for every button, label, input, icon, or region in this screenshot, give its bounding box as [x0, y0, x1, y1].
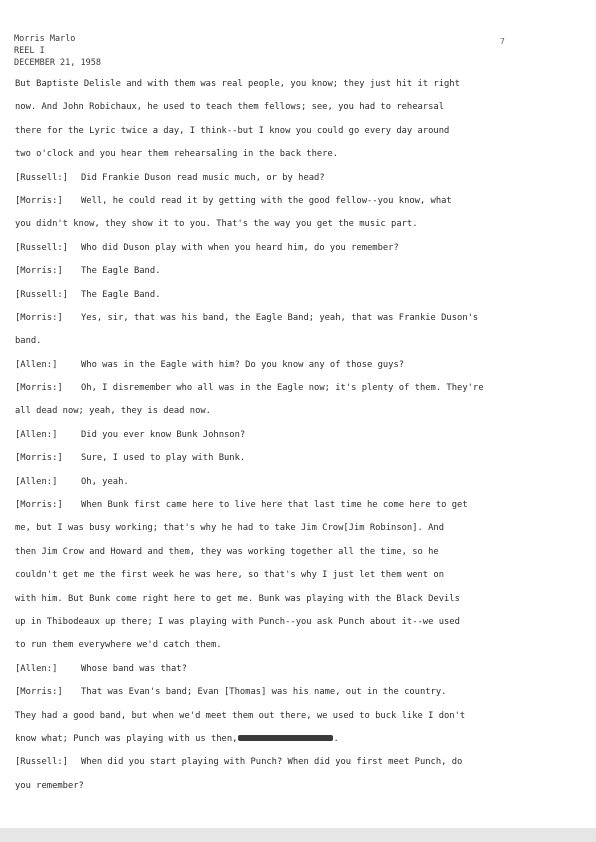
transcript-line [15, 406, 587, 429]
speaker-label: [Russell:] [15, 242, 68, 253]
line-text: know what; Punch was playing with us then, [15, 733, 238, 744]
line-text: But Baptiste Delisle and with them was real people, you know; they just hit it right [15, 79, 460, 89]
line-text: two o'clock and you hear them rehearsaling in the back there. [15, 149, 339, 160]
transcript-line [15, 687, 587, 710]
line-text: band. [15, 336, 42, 347]
viewer-bottom-bar [0, 828, 596, 842]
line-text: The Eagle Band. [81, 266, 161, 277]
transcript-line [15, 453, 587, 476]
line-text: couldn't get me the first week he was here, so that's why I just let them went on [15, 570, 444, 581]
line-text: That was Evan's band; Evan [Thomas] was his name, out in the country. [81, 687, 447, 698]
transcript-line [15, 79, 587, 102]
line-text: When Bunk first came here to live here that last time he come here to get [81, 500, 468, 511]
transcript-line [15, 477, 587, 500]
speaker-label: [Russell:] [15, 289, 68, 300]
line-text: with him. But Bunk come right here to get me. Bunk was playing with the Black Devils [15, 593, 460, 604]
line-text: now. And John Robichaux, he used to teach them fellows; see, you had to rehearsal [15, 102, 444, 113]
transcript-line [15, 266, 587, 289]
transcript-line [15, 570, 587, 593]
line-text: Did you ever know Bunk Johnson? [81, 429, 246, 440]
transcript-line [15, 781, 587, 804]
line-text: you didn't know, they show it to you. That's the way you get the music part. [15, 219, 418, 230]
header-reel: REEL I [14, 46, 45, 56]
transcript-line [15, 523, 587, 546]
line-text: Sure, I used to play with Bunk. [81, 453, 246, 464]
transcript-line [15, 243, 587, 266]
line-text: there for the Lyric twice a day, I think--but I know you could go every day around [15, 125, 450, 136]
transcript-line [15, 219, 587, 242]
line-text: Oh, I disremember who all was in the Eagle now; it's plenty of them. They're [81, 383, 484, 394]
transcript-line [15, 711, 587, 734]
speaker-label: [Morris:] [15, 195, 63, 206]
speaker-label: [Allen:] [15, 663, 58, 674]
line-text: Did Frankie Duson read music much, or by head? [81, 172, 325, 183]
transcript-line [15, 383, 587, 406]
line-text: me, but I was busy working; that's why he had to take Jim Crow[Jim Robinson]. And [15, 523, 444, 534]
transcript-line [15, 336, 587, 359]
transcript-line [15, 126, 587, 149]
transcript-line [15, 617, 587, 640]
line-text: Well, he could read it by getting with the good fellow--you know, what [81, 195, 452, 206]
document-header [14, 33, 101, 69]
transcript-line [15, 196, 587, 219]
transcript-line [15, 313, 587, 336]
transcript-body [15, 79, 587, 804]
transcript-line [15, 102, 587, 125]
line-text: Yes, sir, that was his band, the Eagle Band; yeah, that was Frankie Duson's [81, 312, 479, 323]
transcript-line [15, 757, 587, 780]
transcript-line [15, 547, 587, 570]
transcript-line [15, 664, 587, 687]
line-text: then Jim Crow and Howard and them, they was working together all the time, so he [15, 546, 439, 557]
line-text: When did you start playing with Punch? When did you first meet Punch, do [81, 757, 463, 768]
speaker-label: [Morris:] [15, 383, 63, 394]
line-text: Who did Duson play with when you heard him, do you remember? [81, 242, 399, 253]
transcript-line [15, 149, 587, 172]
speaker-label: [Morris:] [15, 500, 63, 511]
line-text: up in Thibodeaux up there; I was playing with Punch--you ask Punch about it--we used [15, 616, 460, 627]
header-name: Morris Marlo [14, 34, 76, 44]
header-date: DECEMBER 21, 1958 [14, 58, 101, 68]
line-text-after-redaction: . [333, 733, 339, 744]
line-text: They had a good band, but when we'd meet them out there, we used to buck like I don't [15, 710, 466, 721]
speaker-label: [Allen:] [15, 476, 58, 487]
page-number: 7 [500, 37, 505, 46]
line-text: all dead now; yeah, they is dead now. [15, 406, 211, 417]
transcript-line [15, 290, 587, 313]
transcript-line [15, 173, 587, 196]
speaker-label: [Allen:] [15, 359, 58, 370]
transcript-line [15, 360, 587, 383]
transcript-line [15, 594, 587, 617]
transcript-line [15, 500, 587, 523]
line-text: Whose band was that? [81, 663, 187, 674]
speaker-label: [Morris:] [15, 312, 63, 323]
transcript-line [15, 640, 587, 663]
redaction-mark [238, 735, 333, 741]
speaker-label: [Morris:] [15, 453, 63, 464]
speaker-label: [Russell:] [15, 172, 68, 183]
line-text: The Eagle Band. [81, 289, 161, 300]
speaker-label: [Morris:] [15, 687, 63, 698]
speaker-label: [Allen:] [15, 429, 58, 440]
line-text: to run them everywhere we'd catch them. [15, 640, 222, 651]
line-text: Who was in the Eagle with him? Do you know any of those guys? [81, 359, 405, 370]
transcript-line [15, 734, 587, 757]
line-text: Oh, yeah. [81, 476, 129, 487]
transcript-line [15, 430, 587, 453]
speaker-label: [Russell:] [15, 757, 68, 768]
speaker-label: [Morris:] [15, 266, 63, 277]
line-text: you remember? [15, 780, 84, 791]
